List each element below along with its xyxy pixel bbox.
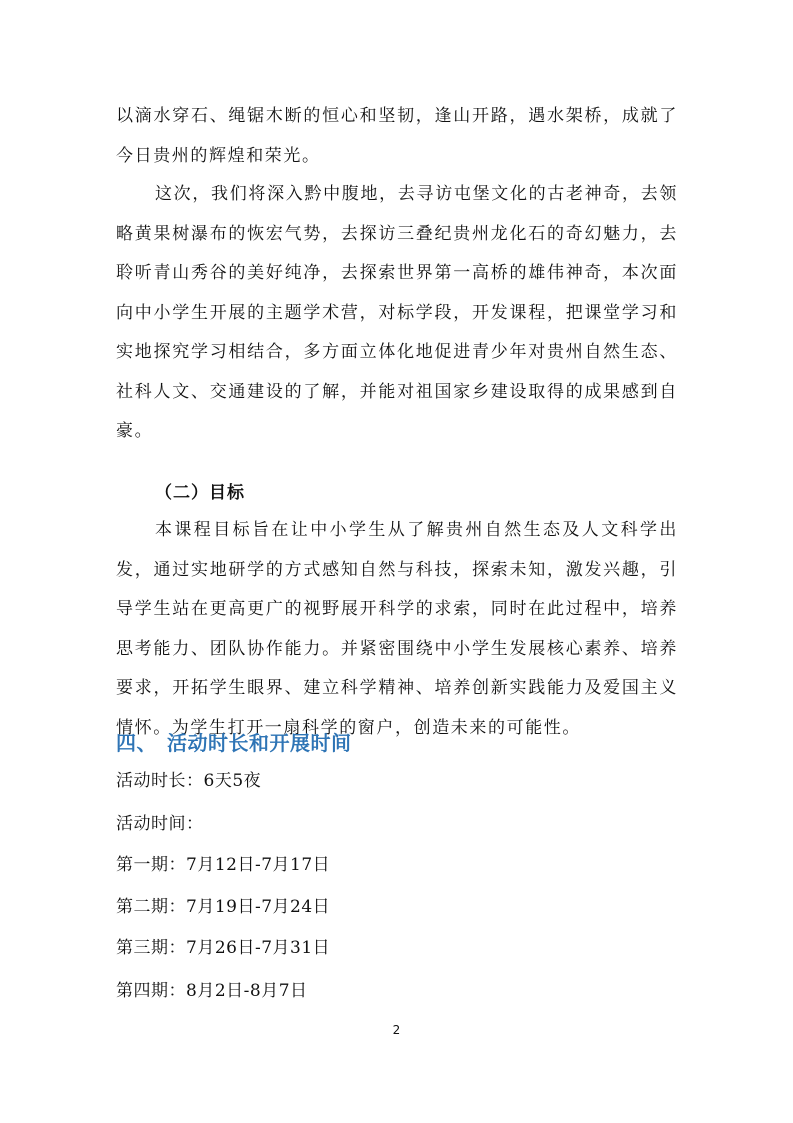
- section-title: 活动时长和开展时间: [167, 731, 352, 755]
- session-line: 第二期：7月19日-7月24日: [116, 897, 331, 917]
- paragraph-continued: 以滴水穿石、绳锯木断的恒心和坚韧，逢山开路，遇水架桥，成就了今日贵州的辉煌和荣光。: [116, 106, 678, 166]
- subheading-goal: （二）目标: [155, 483, 245, 503]
- paragraph-intro: 这次，我们将深入黔中腹地，去寻访屯堡文化的古老神奇，去领略黄果树瀑布的恢宏气势，去探访三叠纪贵州龙化石的奇幻魅力，去聆听青山秀谷的美好纯净，去探索世界第一高桥的雄伟神奇，本次面向中小学生开展的主题学术营，对标学段，开发课程，把课堂学习和实地探究学习相结合，多方面立体化地促进青少年对贵州自然生态、社科人文、交通建设的了解，并能对祖国家乡建设取得的成果感到自豪。: [116, 184, 678, 441]
- session-line: 第一期：7月12日-7月17日: [116, 855, 331, 875]
- duration-line: 活动时长：6天5夜: [116, 771, 262, 791]
- page-number: 2: [392, 1023, 401, 1037]
- session-line: 第四期：8月2日-8月7日: [116, 981, 308, 1001]
- session-line: 第三期：7月26日-7月31日: [116, 938, 331, 958]
- paragraph-goal: 本课程目标旨在让中小学生从了解贵州自然生态及人文科学出发，通过实地研学的方式感知自然与科技，探索未知，激发兴趣，引导学生站在更高更广的视野展开科学的求索，同时在此过程中，培养思考能力、团队协作能力。并紧密围绕中小学生发展核心素养、培养要求，开拓学生眼界、建立科学精神、培养创新实践能力及爱国主义情怀。为学生打开一扇科学的窗户，创造未来的可能性。: [116, 520, 678, 738]
- schedule-label: 活动时间：: [116, 814, 204, 834]
- section-number: 四、: [116, 731, 157, 755]
- section-heading: [116, 721, 352, 765]
